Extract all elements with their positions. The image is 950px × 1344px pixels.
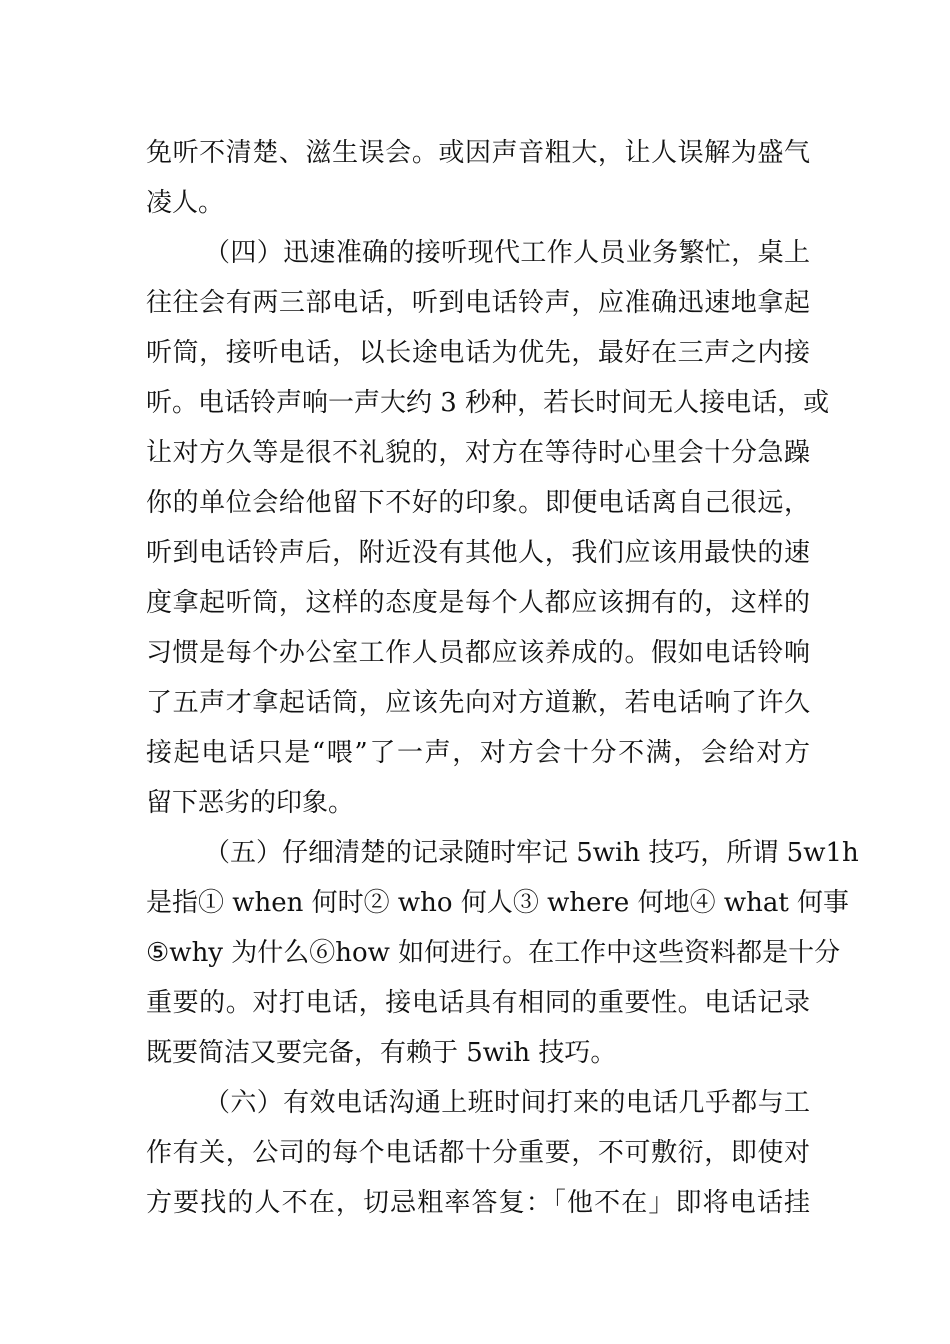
document-body bbox=[146, 128, 859, 1228]
paragraph-section-4 bbox=[146, 228, 830, 828]
paragraph-section-6 bbox=[146, 1078, 810, 1228]
text-line: 方要找的人不在，切忌粗率答复：「他不在」即将电话挂 bbox=[146, 1188, 810, 1218]
text-line: 了五声才拿起话筒，应该先向对方道歉，若电话响了许久 bbox=[146, 688, 810, 718]
text-line: 既要简洁又要完备，有赖于 5wih 技巧。 bbox=[146, 1038, 617, 1068]
text-line: 重要的。对打电话，接电话具有相同的重要性。电话记录 bbox=[146, 988, 810, 1018]
text-line: 听到电话铃声后，附近没有其他人，我们应该用最快的速 bbox=[146, 538, 810, 568]
text-line: 听筒，接听电话，以长途电话为优先，最好在三声之内接 bbox=[146, 338, 810, 368]
text-line: 接起电话只是“喂”了一声，对方会十分不满，会给对方 bbox=[146, 738, 810, 768]
text-line: （五）仔细清楚的记录随时牢记 5wih 技巧，所谓 5w1h bbox=[204, 838, 859, 868]
text-line: ⑤why 为什么⑥how 如何进行。在工作中这些资料都是十分 bbox=[146, 938, 841, 968]
text-line: 习惯是每个办公室工作人员都应该养成的。假如电话铃响 bbox=[146, 638, 810, 668]
text-line: 是指① when 何时② who 何人③ where 何地④ what 何事 bbox=[146, 888, 850, 918]
text-line: 听。电话铃声响一声大约 3 秒种，若长时间无人接电话，或 bbox=[146, 388, 830, 418]
text-line: 留下恶劣的印象。 bbox=[146, 788, 355, 818]
text-line: 凌人。 bbox=[146, 188, 225, 218]
text-line: 免听不清楚、滋生误会。或因声音粗大，让人误解为盛气 bbox=[146, 138, 810, 168]
text-line: 你的单位会给他留下不好的印象。即便电话离自己很远， bbox=[146, 488, 810, 518]
text-line: 让对方久等是很不礼貌的，对方在等待时心里会十分急躁 bbox=[146, 438, 810, 468]
text-line: 往往会有两三部电话，听到电话铃声，应准确迅速地拿起 bbox=[146, 288, 810, 318]
text-line: 作有关，公司的每个电话都十分重要，不可敷衍，即使对 bbox=[146, 1138, 810, 1168]
text-line: 度拿起听筒，这样的态度是每个人都应该拥有的，这样的 bbox=[146, 588, 810, 618]
text-line: （四）迅速准确的接听现代工作人员业务繁忙，桌上 bbox=[204, 238, 810, 268]
paragraph-continuation bbox=[146, 128, 810, 228]
text-line: （六）有效电话沟通上班时间打来的电话几乎都与工 bbox=[204, 1088, 810, 1118]
paragraph-section-5 bbox=[146, 828, 859, 1078]
